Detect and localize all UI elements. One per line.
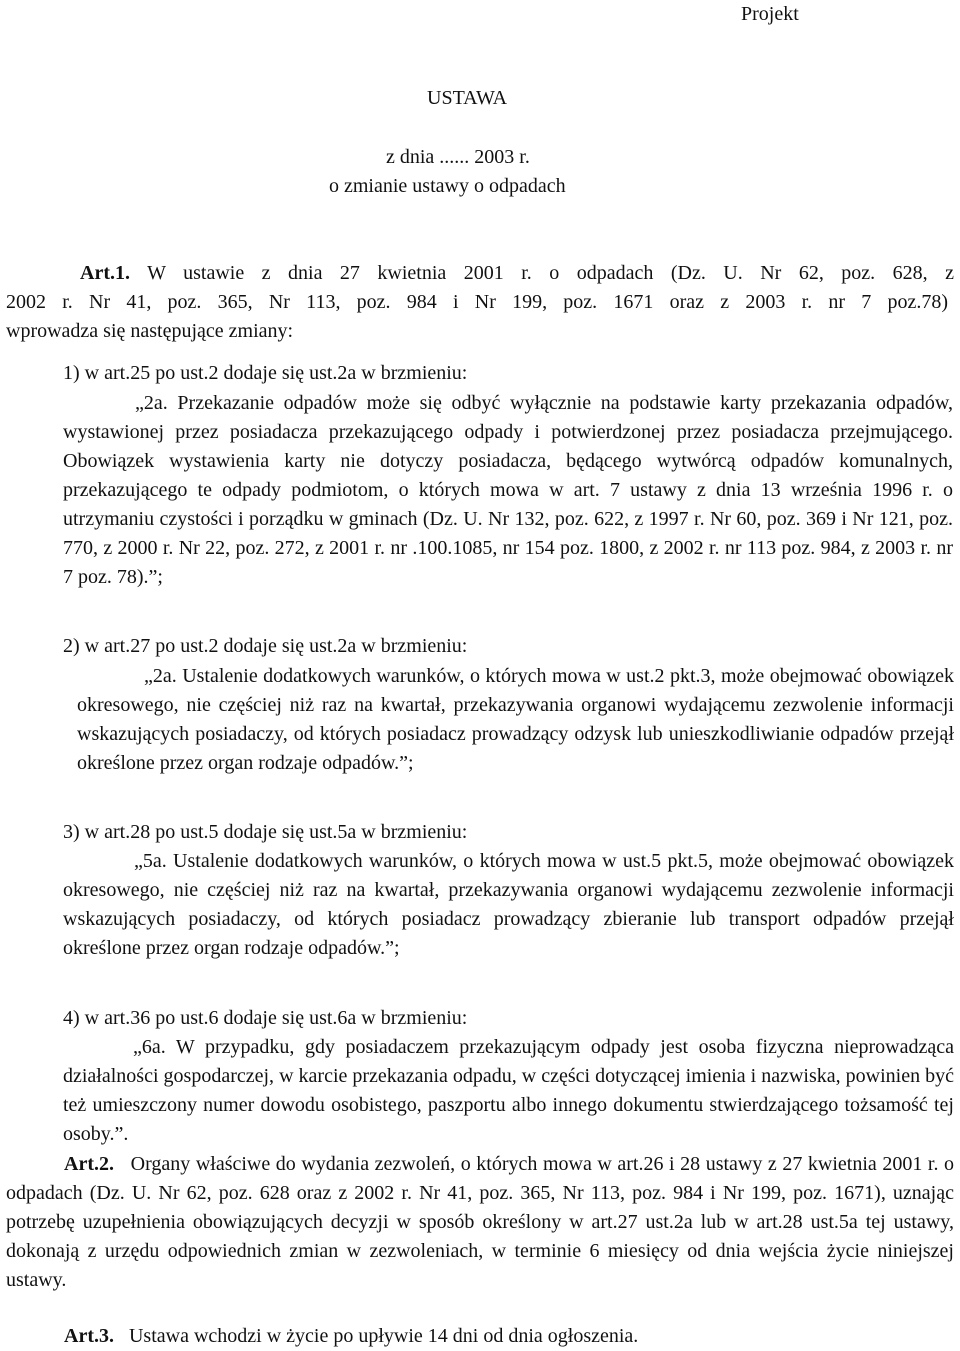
point-2-text: „2a. Ustalenie dodatkowych warunków, o których mowa w ust.2 pkt.3, może obejmować obowiązek okresowego, nie częściej niż raz na kwartał, przekazywania organowi wydającemu zezwolenie informacji wskazujących posiadaczy, od których posiadacz prowadzący odzysk lub unieszkodliwianie odpadów przejął określone przez organ rodzaje odpadów.”; (77, 665, 954, 774)
art3-paragraph: Art.3. Ustawa wchodzi w życie po upływie 14 dni od dnia ogłoszenia. (64, 1325, 639, 1347)
art3-label: Art.3. (64, 1325, 114, 1347)
document-title: USTAWA (427, 87, 508, 109)
art1-intro-line1: Art.1. W ustawie z dnia 27 kwietnia 2001 r. o odpadach (Dz. U. Nr 62, poz. 628, z (80, 262, 954, 284)
art1-intro-line2: 2002 r. Nr 41, poz. 365, Nr 113, poz. 984 i Nr 199, poz. 1671 oraz z 2003 r. nr 7 poz.78) (6, 291, 948, 313)
projekt-label: Projekt (741, 3, 799, 25)
art1-label: Art.1. (80, 262, 130, 284)
point-2-heading: 2) w art.27 po ust.2 dodaje się ust.2a w brzmieniu: (63, 635, 468, 657)
point-1-heading: 1) w art.25 po ust.2 dodaje się ust.2a w brzmieniu: (63, 362, 468, 384)
document-subject: o zmianie ustawy o odpadach (329, 175, 566, 197)
art1-intro-line3: wprowadza się następujące zmiany: (6, 320, 294, 342)
point-3-heading: 3) w art.28 po ust.5 dodaje się ust.5a w brzmieniu: (63, 821, 468, 843)
point-4-text: „6a. W przypadku, gdy posiadaczem przekazującym odpady jest osoba fizyczna nieprowadząca działalności gospodarczej, w karcie przekazania odpadu, w części dotyczącej imienia i nazwiska, powinien być też umieszczony numer dowodu osobistego, paszportu albo innego dokumentu stwierdzającego tożsamość tej osoby.”. (63, 1036, 954, 1145)
point-1-text: „2a. Przekazanie odpadów może się odbyć wyłącznie na podstawie karty przekazania odpadów, wystawionej przez posiadacza przekazującego odpady i potwierdzonej przez posiadacza przejmującego. Obowiązek wystawienia karty nie dotyczy posiadacza, będącego wytwórcą odpadów komunalnych, przekazującego te odpady podmiotom, o których mowa w art. 7 ustawy z dnia 13 września 1996 r. o utrzymaniu czystości i porządku w gminach (Dz. U. Nr 132, poz. 622, z 1997 r. Nr 60, poz. 369 i Nr 121, poz. 770, z 2000 r. Nr 22, poz. 272, z 2001 r. nr .100.1085, nr 154 poz. 1800, z 2002 r. nr 113 poz. 984, z 2003 r. nr 7 poz. 78).”; (63, 392, 953, 588)
point-4-heading: 4) w art.36 po ust.6 dodaje się ust.6a w brzmieniu: (63, 1007, 468, 1029)
art2-paragraph: Art.2. Organy właściwe do wydania zezwoleń, o których mowa w art.26 i 28 ustawy z 27 kwietnia 2001 r. o odpadach (Dz. U. Nr 62, poz. 628 oraz z 2002 r. Nr 41, poz. 365, Nr 113, poz. 984 i Nr 199, poz. 1671), uznając potrzebę uzupełnienia obowiązujących decyzji w sposób określony w art.27 ust.2a lub w art.28 ust.5a tej ustawy, dokonają z urzędu odpowiednich zmian w zezwoleniach, w terminie 6 miesięcy od dnia wejścia życie niniejszej ustawy. (6, 1153, 954, 1291)
art2-label: Art.2. (64, 1153, 114, 1175)
document-date: z dnia ...... 2003 r. (386, 146, 530, 168)
point-3-text: „5a. Ustalenie dodatkowych warunków, o których mowa w ust.5 pkt.5, może obejmować obowiązek okresowego, nie częściej niż raz na kwartał, przekazywania organowi wydającemu zezwolenie informacji wskazujących posiadaczy, od których posiadacz prowadzący zbieranie lub transport odpadów przejął określone przez organ rodzaje odpadów.”; (63, 850, 954, 959)
